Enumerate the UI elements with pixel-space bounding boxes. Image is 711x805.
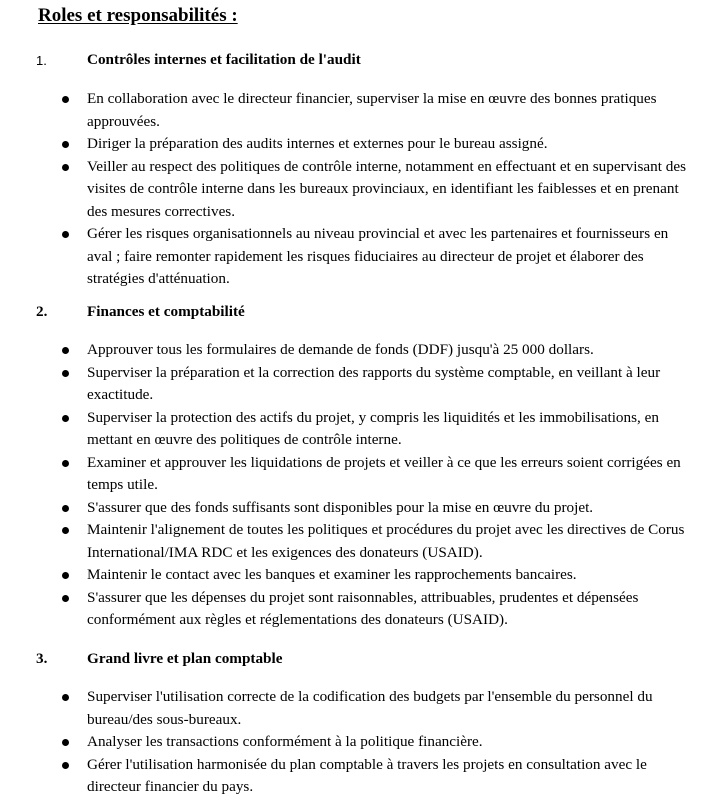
bullet-icon (62, 739, 69, 746)
section-title: Contrôles internes et facilitation de l'audit (87, 51, 361, 68)
list-item: Superviser la préparation et la correction des rapports du système comptable, en veillant à leur exactitude. (0, 362, 711, 407)
section-title: Finances et comptabilité (87, 303, 245, 320)
section-3-list (0, 686, 711, 799)
page-title: Roles et responsabilités : (38, 5, 238, 26)
list-item: S'assurer que les dépenses du projet sont raisonnables, attribuables, prudentes et dépensées conformément aux règles et réglementations des donateurs (USAID). (0, 587, 711, 632)
bullet-icon (62, 694, 69, 701)
bullet-icon (62, 231, 69, 238)
bullet-icon (62, 572, 69, 579)
section-number: 1. (36, 53, 47, 68)
section-heading-1 (36, 51, 676, 73)
list-item: Maintenir le contact avec les banques et examiner les rapprochements bancaires. (0, 564, 711, 587)
list-item: Veiller au respect des politiques de contrôle interne, notamment en effectuant et en supervisant des visites de contrôle interne dans les bureaux provinciaux, en identifiant les faiblesses et en prenant des mesures correctives. (0, 156, 711, 224)
list-item: Examiner et approuver les liquidations de projets et veiller à ce que les erreurs soient corrigées en temps utile. (0, 452, 711, 497)
list-item: Gérer l'utilisation harmonisée du plan comptable à travers les projets en consultation avec le directeur financier du pays. (0, 754, 711, 799)
bullet-icon (62, 762, 69, 769)
section-title: Grand livre et plan comptable (87, 650, 283, 667)
section-2-list (0, 339, 711, 632)
bullet-icon (62, 164, 69, 171)
bullet-icon (62, 505, 69, 512)
bullet-icon (62, 141, 69, 148)
list-item: S'assurer que des fonds suffisants sont disponibles pour la mise en œuvre du projet. (0, 497, 711, 520)
section-heading-2 (36, 303, 676, 325)
bullet-icon (62, 370, 69, 377)
section-number: 3. (36, 650, 48, 667)
list-item: Approuver tous les formulaires de demande de fonds (DDF) jusqu'à 25 000 dollars. (0, 339, 711, 362)
bullet-icon (62, 415, 69, 422)
bullet-icon (62, 527, 69, 534)
list-item: Superviser l'utilisation correcte de la codification des budgets par l'ensemble du personnel du bureau/des sous-bureaux. (0, 686, 711, 731)
bullet-icon (62, 595, 69, 602)
list-item: En collaboration avec le directeur financier, superviser la mise en œuvre des bonnes pratiques approuvées. (0, 88, 711, 133)
section-1-list (0, 88, 711, 291)
bullet-icon (62, 96, 69, 103)
bullet-icon (62, 347, 69, 354)
list-item: Analyser les transactions conformément à la politique financière. (0, 731, 711, 754)
list-item: Superviser la protection des actifs du projet, y compris les liquidités et les immobilisations, en mettant en œuvre des politiques de contrôle interne. (0, 407, 711, 452)
list-item: Maintenir l'alignement de toutes les politiques et procédures du projet avec les directives de Corus International/IMA RDC et les exigences des donateurs (USAID). (0, 519, 711, 564)
list-item: Gérer les risques organisationnels au niveau provincial et avec les partenaires et fournisseurs en aval ; faire remonter rapidement les risques fiduciaires au directeur de projet et élaborer des stratégies d'atténuation. (0, 223, 711, 291)
section-number: 2. (36, 303, 48, 320)
list-item: Diriger la préparation des audits internes et externes pour le bureau assigné. (0, 133, 711, 156)
bullet-icon (62, 460, 69, 467)
section-heading-3 (36, 650, 676, 672)
